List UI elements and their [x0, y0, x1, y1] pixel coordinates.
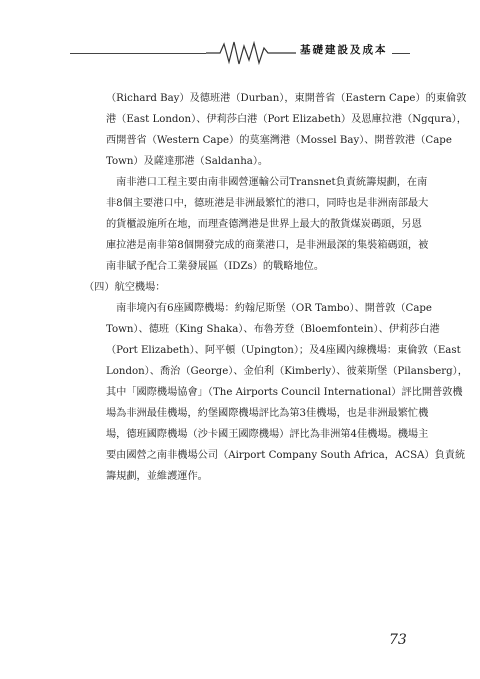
page-number: 73: [389, 632, 407, 648]
text-line: 場，德班國際機場（沙卡國王國際機場）評比為非洲第4佳機場。機場主: [106, 429, 429, 440]
text-line: 南非賦予配合工業發展區（IDZs）的戰略地位。: [106, 261, 325, 272]
text-line: 場為非洲最佳機場，約堡國際機場評比為第3佳機場，也是非洲最繁忙機: [106, 408, 429, 419]
text-line: （Port Elizabeth）、阿平頓（Upington）；及4座國內線機場：東倫敦（East: [106, 345, 461, 356]
text-line: 非8個主要港口中，德班港是非洲最繁忙的港口，同時也是非洲南部最大: [106, 198, 429, 209]
page-header: [0, 0, 480, 70]
text-line: 其中「國際機場協會」（The Airports Council International）評比開普敦機: [106, 387, 463, 398]
text-line: Town）及薩達那港（Saldanha）。: [106, 156, 269, 167]
text-line: 籌規劃，並維護運作。: [106, 471, 208, 482]
section-tag: 基礎建設及成本: [296, 42, 392, 57]
paragraph-port-engineering: [106, 172, 480, 277]
section-heading-airports: （四）航空機場：: [84, 282, 166, 293]
text-line: （Richard Bay）及德班港（Durban），東開普省（Eastern Cape）的東倫敦: [106, 93, 467, 104]
text-line: 西開普省（Western Cape）的莫塞灣港（Mossel Bay）、開普敦港（Cape: [106, 135, 452, 146]
text-line: 的貨櫃設施所在地，而理查德灣港是世界上最大的散貨煤炭碼頭，另恩: [106, 219, 422, 230]
text-line: 庫拉港是南非第8個開發完成的商業港口，是非洲最深的集裝箱碼頭，被: [106, 240, 429, 251]
heartbeat-wave-icon: [206, 38, 296, 68]
text-line: London）、喬治（George）、金伯利（Kimberly）、彼萊斯堡（Pilansberg），: [106, 366, 468, 377]
text-line: 要由國營之南非機場公司（Airport Company South Africa，ACSA）負責統: [106, 450, 466, 461]
page-content: [0, 88, 480, 487]
text-line: Town）、德班（King Shaka）、布魯芳登（Bloemfontein）、伊莉莎白港: [106, 324, 440, 335]
paragraph-airports: [106, 298, 480, 487]
text-line: 南非港口工程主要由南非國營運輸公司Transnet負責統籌規劃，在南: [106, 177, 428, 188]
text-line: 港（East London）、伊莉莎白港（Port Elizabeth）及恩庫拉港（Ngqura），: [106, 114, 467, 125]
paragraph-ports-list: [106, 88, 480, 172]
text-line: 南非境內有6座國際機場：約翰尼斯堡（OR Tambo）、開普敦（Cape: [106, 303, 432, 314]
